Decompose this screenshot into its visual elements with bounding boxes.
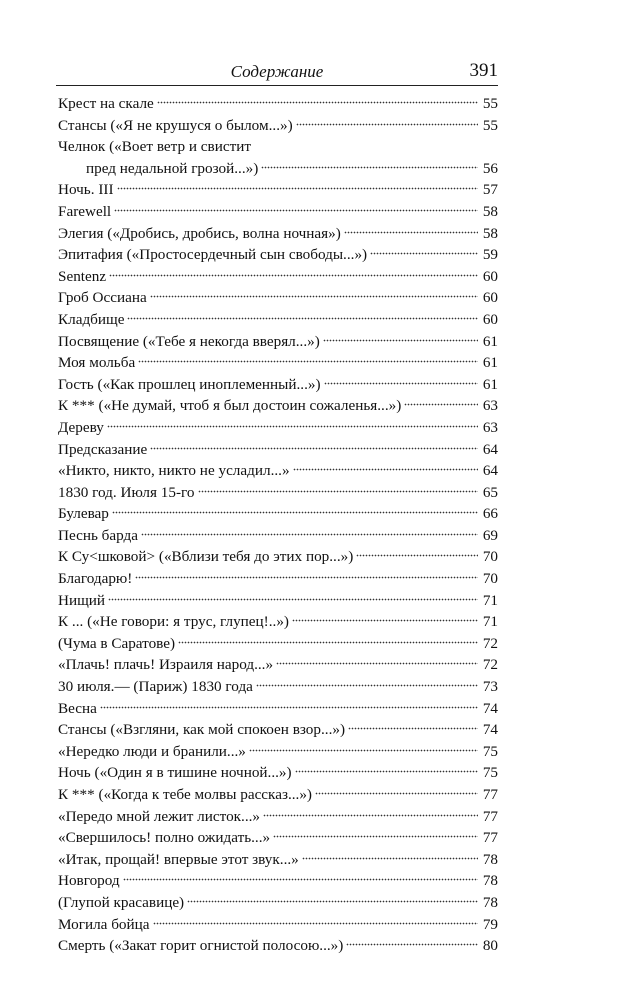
toc-entry-page: 63 bbox=[482, 418, 498, 436]
toc-entry-page: 80 bbox=[482, 937, 498, 955]
dot-leader bbox=[249, 747, 478, 753]
dot-leader bbox=[107, 423, 478, 429]
dot-leader bbox=[256, 682, 478, 688]
dot-leader bbox=[138, 358, 478, 364]
toc-entry-title: пред недальной грозой...») bbox=[86, 159, 259, 177]
toc-entry-page: 70 bbox=[482, 548, 498, 566]
toc-entry bbox=[58, 482, 498, 504]
toc-entry-page: 55 bbox=[482, 95, 498, 112]
toc-entry-title: К Су<шковой> («Вблизи тебя до этих пор...») bbox=[58, 548, 354, 566]
dot-leader bbox=[123, 876, 478, 882]
toc-entry-page: 77 bbox=[482, 829, 498, 847]
dot-leader bbox=[157, 99, 478, 105]
toc-entry bbox=[58, 914, 498, 936]
toc-entry bbox=[58, 676, 498, 698]
toc-entry bbox=[58, 266, 498, 288]
dot-leader bbox=[263, 812, 478, 818]
toc-entry-title: Гость («Как прошлец иноплеменный...») bbox=[58, 375, 321, 393]
toc-entry-page: 77 bbox=[482, 786, 498, 803]
dot-leader bbox=[273, 833, 478, 839]
toc-entry bbox=[58, 417, 498, 439]
toc-entry bbox=[58, 374, 498, 396]
running-header bbox=[56, 58, 498, 88]
toc-entry bbox=[58, 158, 498, 180]
dot-leader bbox=[109, 272, 478, 278]
dot-leader bbox=[348, 725, 478, 731]
toc-entry bbox=[58, 762, 498, 784]
toc-entry-page: 58 bbox=[482, 224, 498, 242]
toc-entry-title: «Итак, прощай! впервые этот звук...» bbox=[58, 850, 299, 868]
toc-entry bbox=[58, 136, 498, 158]
toc-entry bbox=[58, 201, 498, 223]
toc-entry-page: 59 bbox=[482, 246, 498, 264]
dot-leader bbox=[150, 445, 478, 451]
toc-entry-title: Ночь. III bbox=[58, 181, 114, 199]
toc-entry-page: 55 bbox=[482, 116, 498, 134]
toc-entry bbox=[58, 439, 498, 461]
dot-leader bbox=[276, 660, 478, 666]
toc-entry bbox=[58, 741, 498, 763]
toc-entry bbox=[58, 849, 498, 871]
dot-leader bbox=[127, 315, 478, 321]
toc-entry-page: 57 bbox=[482, 181, 498, 199]
dot-leader bbox=[135, 574, 478, 580]
dot-leader bbox=[100, 704, 478, 710]
toc-entry-title: Челнок («Воет ветр и свистит bbox=[58, 138, 251, 156]
toc-entry-title: К ... («Не говори: я трус, глупец!..») bbox=[58, 613, 289, 631]
toc-entry-title: «Передо мной лежит листок...» bbox=[58, 807, 261, 825]
toc-entry-page: 72 bbox=[482, 656, 498, 674]
toc-entry-page: 64 bbox=[482, 440, 498, 458]
dot-leader bbox=[108, 596, 478, 602]
toc-entry-page: 64 bbox=[482, 462, 498, 480]
toc-entry-title: Дереву bbox=[58, 418, 104, 436]
toc-entry-title: Sentenz bbox=[58, 267, 107, 285]
dot-leader bbox=[344, 229, 478, 235]
toc-entry-page: 73 bbox=[482, 678, 498, 696]
toc-entry-page: 60 bbox=[482, 310, 498, 328]
toc-entry bbox=[58, 892, 498, 914]
toc-entry bbox=[58, 93, 498, 115]
dot-leader bbox=[323, 337, 478, 343]
dot-leader bbox=[296, 121, 478, 127]
toc-entry bbox=[58, 698, 498, 720]
toc-entry-title: Посвящение («Тебе я некогда вверял...») bbox=[58, 332, 320, 350]
toc-entry-title: Эпитафия («Простосердечный сын свободы...») bbox=[58, 246, 368, 264]
toc-entry-title: «Свершилось! полно ожидать...» bbox=[58, 829, 271, 847]
toc-entry bbox=[58, 806, 498, 828]
dot-leader bbox=[117, 185, 479, 191]
toc-entry-page: 69 bbox=[482, 526, 498, 544]
toc-entry-title: Стансы («Взгляни, как мой спокоен взор...») bbox=[58, 721, 346, 739]
toc-entry bbox=[58, 633, 498, 655]
toc-entry bbox=[58, 287, 498, 309]
toc-entry-title: 1830 год. Июля 15-го bbox=[58, 483, 195, 501]
toc-entry-page: 71 bbox=[482, 613, 498, 631]
header-page-number: 391 bbox=[469, 60, 498, 81]
toc-entry-page: 71 bbox=[482, 591, 498, 609]
toc-entry-title: (Глупой красавице) bbox=[58, 893, 185, 911]
toc-entry-title: Моя мольба bbox=[58, 354, 136, 372]
toc-entry-page: 60 bbox=[482, 289, 498, 307]
toc-entry bbox=[58, 503, 498, 525]
toc-entry bbox=[58, 654, 498, 676]
toc-entry-page: 56 bbox=[482, 159, 498, 177]
toc-entry bbox=[58, 719, 498, 741]
toc-entry-page: 74 bbox=[482, 699, 498, 717]
toc-entry-title: Благодарю! bbox=[58, 570, 133, 588]
toc-entry bbox=[58, 244, 498, 266]
toc-entry-page: 78 bbox=[482, 893, 498, 911]
dot-leader bbox=[112, 509, 478, 515]
dot-leader bbox=[292, 617, 478, 623]
dot-leader bbox=[141, 531, 478, 537]
dot-leader bbox=[293, 466, 478, 472]
toc-entry bbox=[58, 525, 498, 547]
toc-entry-title: «Нередко люди и бранили...» bbox=[58, 742, 246, 760]
toc-entry-title: Ночь («Один я в тишине ночной...») bbox=[58, 764, 292, 782]
toc-entry-title: Кладбище bbox=[58, 310, 125, 328]
toc-entry-title: Нищий bbox=[58, 591, 106, 609]
dot-leader bbox=[404, 401, 478, 407]
toc-entry bbox=[58, 870, 498, 892]
toc-entry bbox=[58, 352, 498, 374]
dot-leader bbox=[187, 898, 478, 904]
dot-leader bbox=[324, 380, 478, 386]
toc-entry bbox=[58, 309, 498, 331]
toc-entry-page: 75 bbox=[482, 764, 498, 782]
dot-leader bbox=[153, 920, 478, 926]
toc-entry-title: Смерть («Закат горит огнистой полосою...») bbox=[58, 937, 344, 955]
dot-leader bbox=[346, 941, 478, 947]
dot-leader bbox=[315, 790, 478, 796]
toc-entry-page: 78 bbox=[482, 850, 498, 868]
dot-leader bbox=[356, 552, 478, 558]
dot-leader bbox=[150, 293, 478, 299]
dot-leader bbox=[370, 250, 478, 256]
dot-leader bbox=[114, 207, 478, 213]
toc-entry-page: 78 bbox=[482, 872, 498, 890]
toc-entry-title: Новгород bbox=[58, 872, 120, 890]
toc-entry bbox=[58, 590, 498, 612]
toc-entry-title: Предсказание bbox=[58, 440, 148, 458]
toc-entry bbox=[58, 395, 498, 417]
table-of-contents bbox=[58, 93, 498, 957]
toc-entry-page: 70 bbox=[482, 570, 498, 588]
toc-entry-title: Булевар bbox=[58, 505, 109, 523]
toc-entry bbox=[58, 784, 498, 806]
toc-entry-page: 60 bbox=[482, 267, 498, 285]
toc-entry-page: 65 bbox=[482, 483, 498, 501]
toc-entry-page: 79 bbox=[482, 915, 498, 933]
toc-entry-page: 61 bbox=[482, 354, 498, 372]
dot-leader bbox=[295, 768, 478, 774]
toc-entry-page: 58 bbox=[482, 202, 498, 220]
dot-leader bbox=[198, 488, 479, 494]
toc-entry bbox=[58, 827, 498, 849]
toc-entry-page: 72 bbox=[482, 634, 498, 652]
toc-entry-page: 61 bbox=[482, 375, 498, 393]
toc-entry bbox=[58, 115, 498, 137]
toc-entry-title: Стансы («Я не крушуся о былом...») bbox=[58, 116, 293, 134]
toc-entry-title: «Никто, никто, никто не усладил...» bbox=[58, 462, 290, 480]
toc-entry-title: Farewell bbox=[58, 202, 112, 220]
toc-entry bbox=[58, 935, 498, 957]
toc-entry bbox=[58, 179, 498, 201]
dot-leader bbox=[261, 164, 478, 170]
toc-entry-title: Гроб Оссиана bbox=[58, 289, 147, 307]
toc-entry-page: 74 bbox=[482, 721, 498, 739]
toc-entry-title: Могила бойца bbox=[58, 915, 150, 933]
toc-entry-title: Песнь барда bbox=[58, 526, 139, 544]
toc-entry-title: К *** («Не думай, чтоб я был достоин сожаленья...») bbox=[58, 397, 402, 415]
toc-entry-title: «Плачь! плачь! Израиля народ...» bbox=[58, 656, 274, 674]
dot-leader bbox=[302, 855, 478, 861]
header-title: Содержание bbox=[230, 62, 324, 81]
toc-entry-title: (Чума в Саратове) bbox=[58, 634, 176, 652]
toc-entry bbox=[58, 460, 498, 482]
toc-entry-title: 30 июля.— (Париж) 1830 года bbox=[58, 678, 253, 696]
dot-leader bbox=[178, 639, 478, 645]
toc-entry-page: 66 bbox=[482, 505, 498, 523]
toc-entry-title: К *** («Когда к тебе молвы рассказ...») bbox=[58, 786, 312, 803]
toc-entry-page: 63 bbox=[482, 397, 498, 415]
toc-entry-title: Элегия («Дробись, дробись, волна ночная») bbox=[58, 224, 341, 242]
toc-entry bbox=[58, 611, 498, 633]
toc-entry-page: 77 bbox=[482, 807, 498, 825]
toc-entry-title: Весна bbox=[58, 699, 97, 717]
toc-entry bbox=[58, 568, 498, 590]
toc-entry bbox=[58, 546, 498, 568]
toc-entry bbox=[58, 331, 498, 353]
toc-entry-page: 61 bbox=[482, 332, 498, 350]
toc-entry-title: Крест на скале bbox=[58, 95, 154, 112]
toc-entry-page: 75 bbox=[482, 742, 498, 760]
toc-entry bbox=[58, 223, 498, 245]
header-rule bbox=[56, 85, 498, 86]
